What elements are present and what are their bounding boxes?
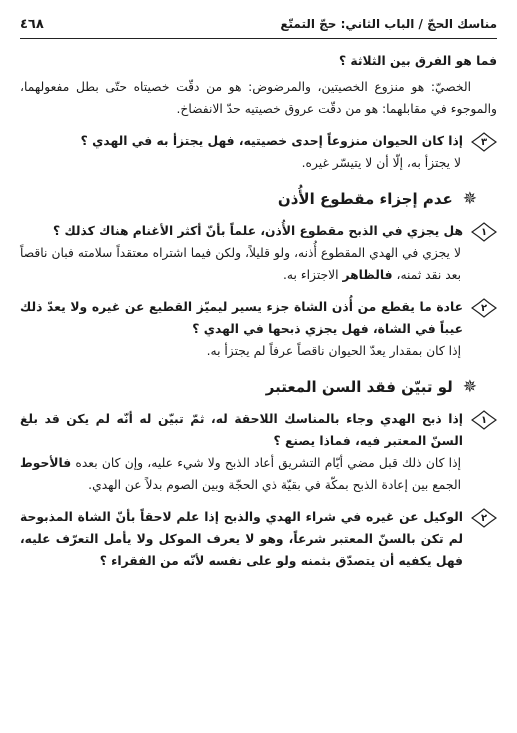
question-text: الوكيل عن غيره في شراء الهدي والذبح إذا علم لاحقاً بأنّ الشاة المذبوحة لم تكن بالسنّ المعتبر شرعاً، وهو لا يعرف الموكل ولا يأمل التعرّف عليه، فهل يكفيه أن يتصدّق بثمنه ولو على نفسه لأنّه من الفقراء ؟ [20,510,463,568]
question-block-1 [20,130,497,152]
question-block-5 [20,506,497,572]
section-heading-age [20,378,477,396]
section-title: لو تبيّن فقد السن المعتبر [265,378,453,396]
running-title: مناسك الحجّ / الباب الثاني: حجّ التمتّع [280,17,497,31]
section-title: عدم إجزاء مقطوع الأُذن [277,190,453,208]
question-block-2 [20,220,497,242]
section-heading-ear [20,190,477,208]
question-number-badge: ١ [471,410,497,430]
page-header [20,10,497,39]
question-number-badge: ١ [471,222,497,242]
question-number-badge: ٢ [471,298,497,318]
question-number-badge: ٢ [471,508,497,528]
question-text: إذا كان الحيوان منزوعاً إحدى خصيتيه، فهل يجتزأ به في الهدي ؟ [80,134,463,148]
answer-text: إذا كان ذلك قبل مضي أيّام التشريق أعاد الذبح ولا شيء عليه، وإن كان بعده فالأحوط الجمع بين إعادة الذبح بمكّة في بقيّة ذي الحجّة وبين الصوم بدلاً عن الهدي. [20,456,461,492]
bold-term: فالأحوط [20,456,72,470]
question-text: هل يجزي في الذبح مقطوع الأُذن، علماً بأنّ أكثر الأغنام هناك كذلك ؟ [53,224,463,238]
question-block-4 [20,408,497,452]
asterism-icon: ✵ [462,376,477,397]
question-text: إذا ذبح الهدي وجاء بالمناسك اللاحقة له، ثمّ تبيّن له أنّه لم يكن قد بلغ السنّ المعتبر فيه، فماذا يصنع ؟ [20,412,463,448]
page-body [20,50,497,572]
answer-text: لا يجتزأ به، إلّا أن لا يتيسّر غيره. [301,156,461,170]
definition-paragraph: الخصيّ: هو منزوع الخصيتين، والمرضوض: هو من دقّت خصيتاه حتّى بطل مفعولهما، والموجوء في مقابلهما: هو من دقّت عروق خصيتيه حدّ الانفضاخ. [20,80,497,116]
question-text: عادة ما يقطع من أُذن الشاة جزء يسير ليميّز القطيع عن غيره ولا يعدّ ذلك عيباً في الشاة، فهل يجزي ذبحها في الهدي ؟ [20,300,463,336]
answer-text: إذا كان بمقدار يعدّ الحيوان ناقصاً عرفاً لم يجتزأ به. [206,344,461,358]
question-number-badge: ٣ [471,132,497,152]
answer-text: لا يجزي في الهدي المقطوع أُذنه، ولو قليلاً، ولكن فيما اشتراه معتقداً سلامته فبان ناقصاً بعد نقد ثمنه، فالظاهر الاجتزاء به. [20,246,461,282]
page-number: ٤٦٨ [20,16,44,32]
bold-term: فالظاهر [342,268,393,282]
question-block-3 [20,296,497,340]
asterism-icon: ✵ [462,188,477,209]
difference-question: فما هو الفرق بين الثلاثة ؟ [339,54,497,68]
